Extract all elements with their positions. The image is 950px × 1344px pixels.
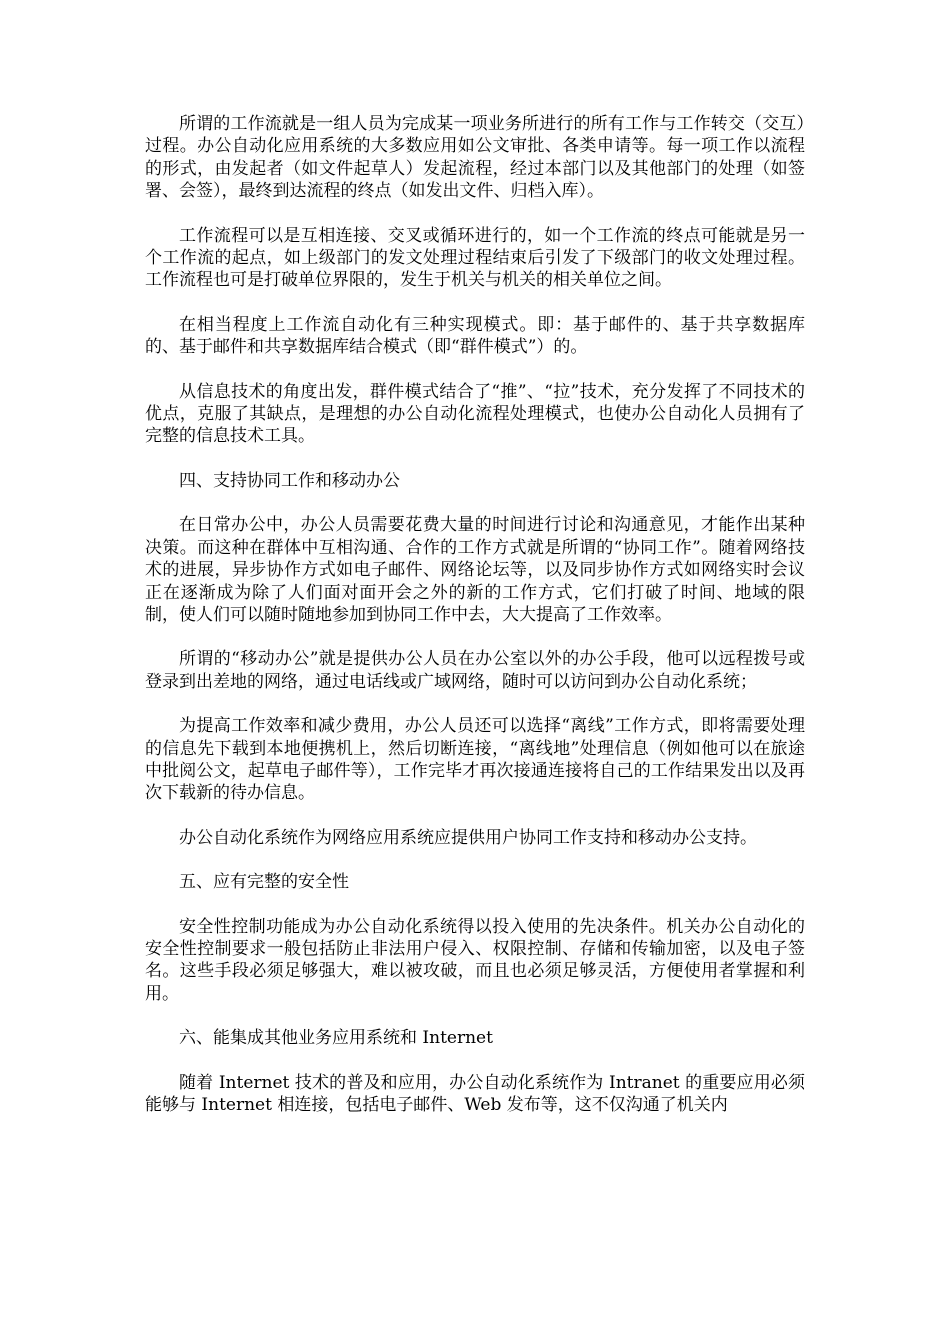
document-body [145,113,805,1138]
section-heading: 四、支持协同工作和移动办公 [179,470,400,491]
paragraph: 从信息技术的角度出发，群件模式结合了“推”、“拉”技术，充分发挥了不同技术的优点，克服了其缺点，是理想的办公自动化流程处理模式，也使办公自动化人员拥有了完整的信息技术工具。 [145,381,805,447]
paragraph: 所谓的工作流就是一组人员为完成某一项业务所进行的所有工作与工作转交（交互）过程。办公自动化应用系统的大多数应用如公文审批、各类申请等。每一项工作以流程的形式，由发起者（如文件起草人）发起流程，经过本部门以及其他部门的处理（如签署、会签），最终到达流程的终点（如发出文件、归档入库）。 [145,114,805,202]
section-heading: 五、应有完整的安全性 [179,872,349,893]
paragraph: 所谓的“移动办公”就是提供办公人员在办公室以外的办公手段，他可以远程拨号或登录到出差地的网络，通过电话线或广域网络，随时可以访问到办公自动化系统； [145,649,805,692]
paragraph: 工作流程可以是互相连接、交叉或循环进行的，如一个工作流的终点可能就是另一个工作流的起点，如上级部门的发文处理过程结束后引发了下级部门的收文处理过程。工作流程也可是打破单位界限的，发生于机关与机关的相关单位之间。 [145,225,805,291]
section-heading: 六、能集成其他业务应用系统和 Internet [179,1028,493,1049]
paragraph: 在日常办公中，办公人员需要花费大量的时间进行讨论和沟通意见，才能作出某种决策。而这种在群体中互相沟通、合作的工作方式就是所谓的“协同工作”。随着网络技术的进展，异步协作方式如电子邮件、网络论坛等，以及同步协作方式如网络实时会议正在逐渐成为除了人们面对面开会之外的新的工作方式，它们打破了时间、地域的限制，使人们可以随时随地参加到协同工作中去，大大提高了工作效率。 [145,515,805,625]
paragraph: 办公自动化系统作为网络应用系统应提供用户协同工作支持和移动办公支持。 [179,827,757,848]
paragraph: 安全性控制功能成为办公自动化系统得以投入使用的先决条件。机关办公自动化的安全性控制要求一般包括防止非法用户侵入、权限控制、存储和传输加密，以及电子签名。这些手段必须足够强大，难以被攻破，而且也必须足够灵活，方便使用者掌握和利用。 [145,916,805,1004]
paragraph: 在相当程度上工作流自动化有三种实现模式。即：基于邮件的、基于共享数据库的、基于邮件和共享数据库结合模式（即“群件模式”）的。 [145,314,805,358]
paragraph: 为提高工作效率和减少费用，办公人员还可以选择“离线”工作方式，即将需要处理的信息先下载到本地便携机上，然后切断连接，“离线地”处理信息（例如他可以在旅途中批阅公文，起草电子邮件等），工作完毕才再次接通连接将自己的工作结果发出以及再次下载新的待办信息。 [145,716,805,804]
paragraph: 随着 Internet 技术的普及和应用，办公自动化系统作为 Intranet 的重要应用必须能够与 Internet 相连接，包括电子邮件、Web 发布等，这不仅沟通了机关内 [145,1072,805,1115]
